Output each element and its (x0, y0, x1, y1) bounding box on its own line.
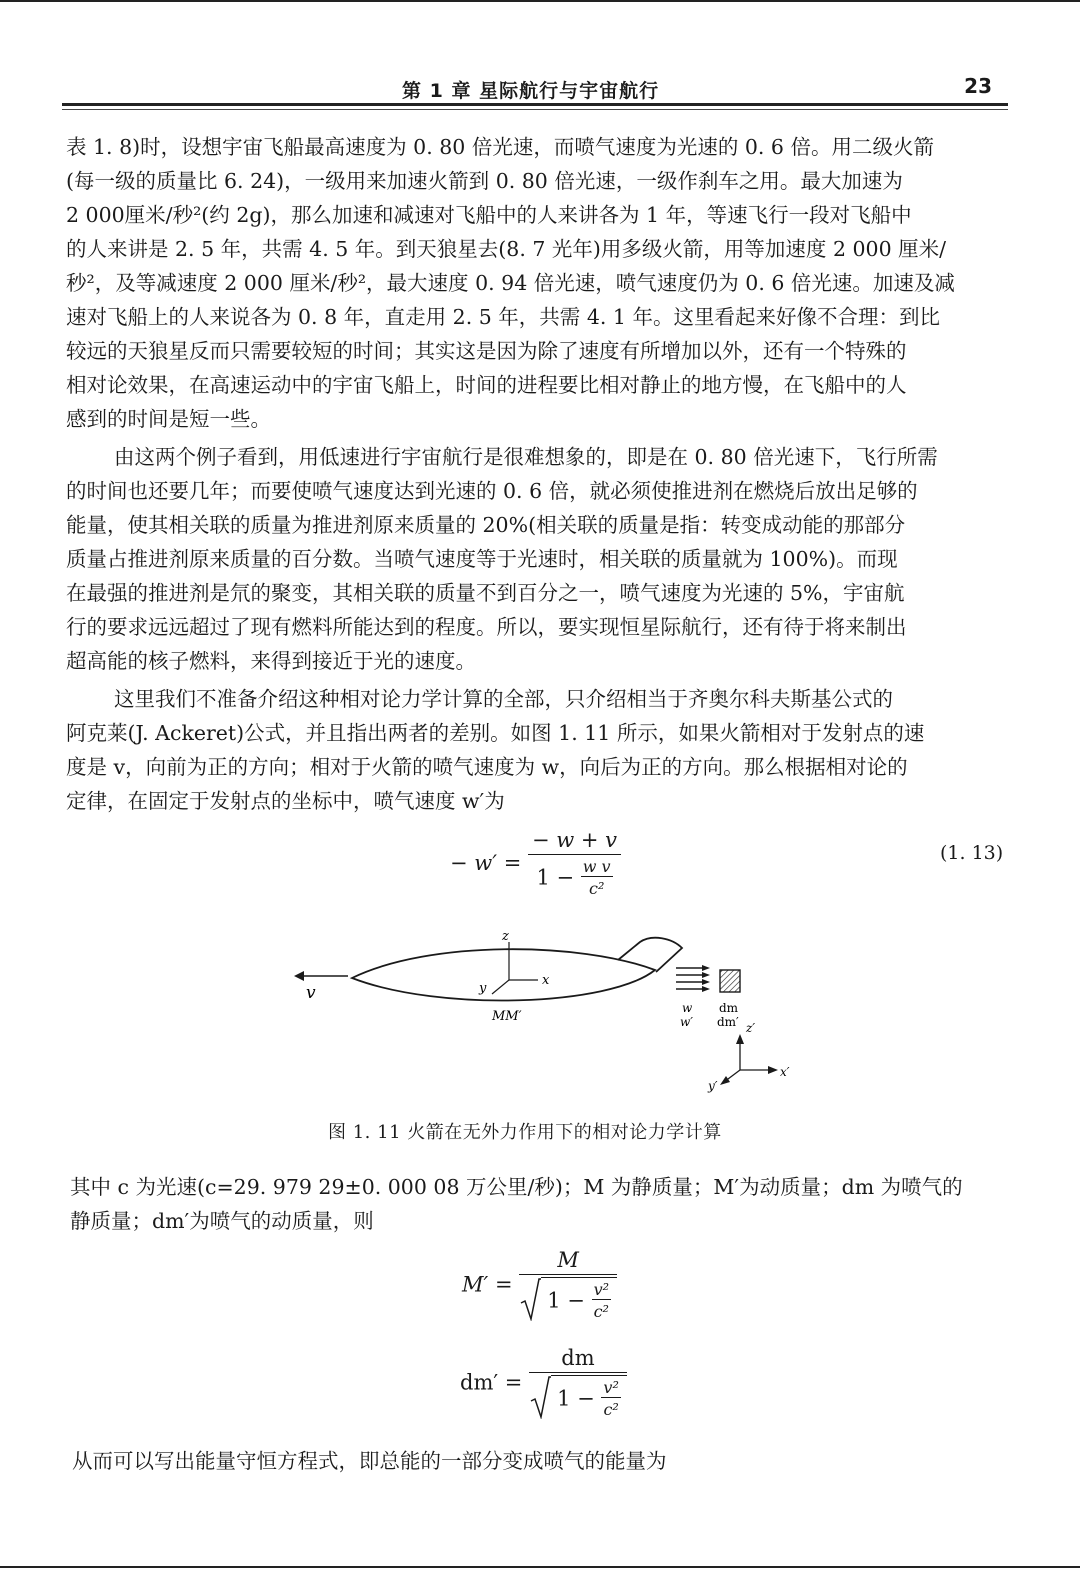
text-line: 相对论效果，在高速运动中的宇宙飞船上，时间的进程要比相对静止的地方慢，在飞船中的人 (66, 373, 907, 397)
paragraph-3 (66, 682, 1012, 818)
x-axis-label: x (542, 973, 550, 988)
sqrt (519, 1277, 617, 1321)
page-header (62, 70, 1008, 106)
velocity-arrowhead (294, 971, 304, 981)
rocket-fin (618, 938, 682, 972)
y-axis (492, 980, 509, 994)
equation-number: (1. 13) (940, 842, 1004, 864)
equation-fraction (528, 828, 621, 898)
text-line: 超高能的核子燃料，来得到接近于光的速度。 (66, 649, 476, 673)
exhaust-mass-element (720, 970, 740, 992)
header-rule-thick (62, 103, 1008, 106)
text-line: 感到的时间是短一些。 (66, 407, 271, 431)
inner-numerator: v² (603, 1378, 619, 1397)
equation-relativistic-mass (462, 1248, 617, 1321)
velocity-label: v (306, 983, 316, 1003)
y-axis-label: y (479, 981, 487, 996)
equation-relativistic-dm (460, 1346, 627, 1419)
inner-denominator: c² (603, 1400, 619, 1419)
text-line: 定律，在固定于发射点的坐标中，喷气速度 w′为 (66, 789, 505, 813)
text-line: 的人来讲是 2. 5 年，共需 4. 5 年。到天狼星去(8. 7 光年)用多级火箭，用等加速度 2 000 厘米/ (66, 237, 947, 261)
inner-denominator: c² (588, 879, 605, 898)
inner-denominator: c² (593, 1302, 609, 1321)
inner-numerator: w v (582, 857, 611, 876)
equation-1-13 (450, 828, 621, 898)
launch-z-arrowhead (736, 1034, 744, 1044)
text-line: 行的要求远远超过了现有燃料所能达到的程度。所以，要实现恒星际航行，还有待于将来制出 (66, 615, 907, 639)
equation-fraction (519, 1248, 617, 1321)
figure-caption: 图 1. 11 火箭在无外力作用下的相对论力学计算 (328, 1122, 722, 1143)
denominator-one: 1 − (557, 1386, 595, 1411)
bottom-border (0, 1566, 1080, 1568)
text-line: 速对飞船上的人来说各为 0. 8 年，直走用 2. 5 年，共需 4. 1 年。这里看起来好像不合理：到比 (66, 305, 940, 329)
w-label: w (682, 1001, 693, 1015)
text-line: 表 1. 8)时，设想宇宙飞船最高速度为 0. 80 倍光速，而喷气速度为光速的 0. 6 倍。用二级火箭 (66, 135, 934, 159)
text-line: 其中 c 为光速(c=29. 979 29±0. 000 08 万公里/秒)；M 为静质量；M′为动质量；dm 为喷气的 (70, 1175, 963, 1199)
paragraph-1 (66, 130, 1012, 436)
launch-x-arrowhead (768, 1066, 778, 1074)
text-line: 质量占推进剂原来质量的百分数。当喷气速度等于光速时，相关联的质量就为 100%)。而现 (66, 547, 898, 571)
dm-label: dm (719, 1001, 739, 1015)
launch-x-label: x′ (780, 1065, 790, 1079)
page-number: 23 (964, 74, 992, 98)
inner-fraction (601, 1378, 620, 1419)
denominator-one: 1 − (536, 865, 575, 890)
chapter-title: 第 1 章 星际航行与宇宙航行 (402, 80, 660, 102)
inner-numerator: v² (593, 1280, 610, 1299)
paragraph-5 (72, 1444, 1018, 1478)
equation-denominator (528, 855, 621, 898)
header-rule-thin (62, 109, 1008, 110)
radical-sign (529, 1375, 551, 1419)
text-line: 的时间也还要几年；而要使喷气速度达到光速的 0. 6 倍，就必须使推进剂在燃烧后放出足够的 (66, 479, 918, 503)
text-line: 这里我们不准备介绍这种相对论力学计算的全部，只介绍相当于齐奥尔科夫斯基公式的 (114, 687, 893, 711)
sqrt-content (541, 1277, 617, 1321)
sqrt-content (551, 1375, 627, 1419)
rocket-figure (280, 920, 800, 1110)
inner-fraction (581, 857, 613, 898)
exhaust-arrows (676, 968, 704, 989)
text-line: (每一级的质量比 6. 24)，一级用来加速火箭到 0. 80 倍光速，一级作刹车之用。最大加速为 (66, 169, 903, 193)
launch-z-label: z′ (746, 1021, 756, 1035)
w-prime-label: w′ (680, 1015, 693, 1029)
equation-denominator (519, 1275, 617, 1321)
inner-fraction (592, 1280, 611, 1321)
equation-denominator (529, 1373, 627, 1419)
dm-prime-label: dm′ (717, 1015, 739, 1029)
text-line: 由这两个例子看到，用低速进行宇宙航行是很难想象的，即是在 0. 80 倍光速下，飞行所需 (114, 445, 938, 469)
equation-lhs: dm′ = (460, 1370, 523, 1395)
radical-sign (519, 1277, 541, 1321)
equation-lhs: M′ = (462, 1272, 513, 1297)
mass-label: MM′ (492, 1009, 522, 1024)
paragraph-2 (66, 440, 1012, 678)
rocket-body (352, 949, 655, 1000)
paragraph-4 (70, 1170, 1016, 1238)
text-line: 度是 v，向前为正的方向；相对于火箭的喷气速度为 w，向后为正的方向。那么根据相对论的 (66, 755, 908, 779)
equation-numerator: dm (529, 1346, 627, 1373)
text-line: 较远的天狼星反而只需要较短的时间；其实这是因为除了速度有所增加以外，还有一个特殊的 (66, 339, 907, 363)
text-line: 2 000厘米/秒²(约 2g)，那么加速和减速对飞船中的人来讲各为 1 年，等速飞行一段对飞船中 (66, 203, 912, 227)
equation-lhs: − w′ = (450, 851, 522, 875)
top-border (0, 0, 1080, 2)
launch-y-arrowhead (720, 1076, 730, 1085)
text-line: 在最强的推进剂是氘的聚变，其相关联的质量不到百分之一，喷气速度为光速的 5%，宇宙航 (66, 581, 905, 605)
equation-fraction (529, 1346, 627, 1419)
z-axis-label: z (502, 929, 509, 944)
launch-y-label: y′ (708, 1079, 718, 1093)
equation-numerator: M (519, 1248, 617, 1275)
equation-numerator: − w + v (528, 828, 621, 855)
text-line: 秒²，及等减速度 2 000 厘米/秒²，最大速度 0. 94 倍光速，喷气速度仍为 0. 6 倍光速。加速及减 (66, 271, 955, 295)
text-line: 从而可以写出能量守恒方程式，即总能的一部分变成喷气的能量为 (72, 1449, 667, 1473)
text-line: 阿克莱(J. Ackeret)公式，并且指出两者的差别。如图 1. 11 所示，如果火箭相对于发射点的速 (66, 721, 925, 745)
exhaust-arrowheads (702, 965, 710, 992)
text-line: 能量，使其相关联的质量为推进剂原来质量的 20%(相关联的质量是指：转变成动能的那部分 (66, 513, 906, 537)
text-line: 静质量；dm′为喷气的动质量，则 (70, 1209, 374, 1233)
denominator-one: 1 − (547, 1288, 585, 1313)
sqrt (529, 1375, 627, 1419)
